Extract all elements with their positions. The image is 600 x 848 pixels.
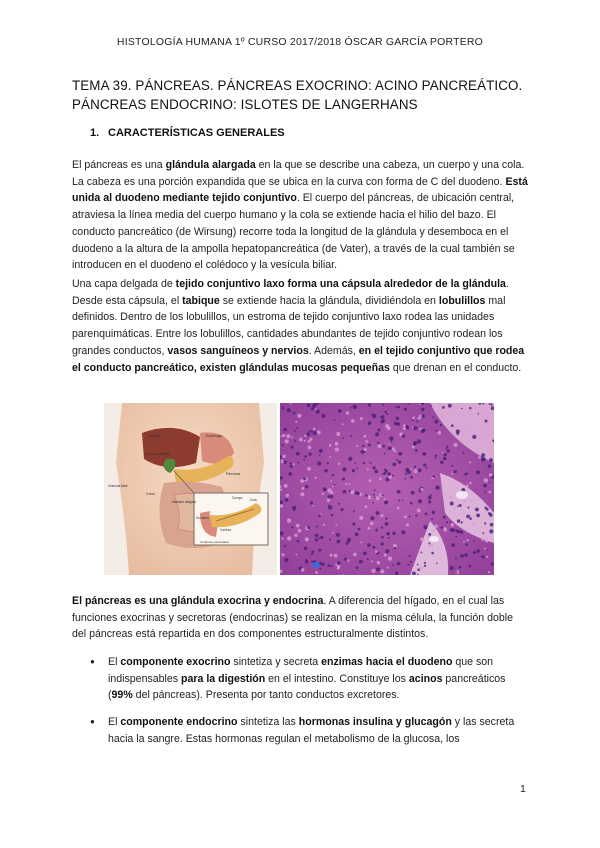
section-heading (90, 127, 285, 139)
label-vesicula: Vesícula biliar (108, 484, 128, 488)
section-title: CARACTERÍSTICAS GENERALES (108, 127, 285, 139)
label-higado: Hígado (148, 434, 160, 438)
label-cabeza: Cabeza (220, 528, 231, 532)
bullet-list-1 (90, 654, 530, 704)
pancreas-histology-micrograph (280, 403, 494, 575)
pancreas-anatomy-illustration (104, 403, 277, 575)
label-colon: Colon (146, 492, 155, 496)
bullet-exocrine: ● El componente exocrino sintetiza y secreta enzimas hacia el duodeno que son indispensables para la digestión en el intestino. Constituye los acinos pancreáticos (99% del páncreas). Presenta por tanto conductos excretores. (90, 654, 530, 704)
paragraph-1: El páncreas es una glándula alargada en la que se describe una cabeza, un cuerpo y una cola. La cabeza es una porción expandida que se ubica en la curva con forma de C del duodeno. Está unida al duodeno mediante tejido conjuntivo. El cuerpo del páncreas, de ubicación central, atraviesa la línea media del cuerpo humano y la cola se extiende hacia el hilio del bazo. El conducto pancreático (de Wirsung) recorre toda la longitud de la glándula y desemboca en el duodeno a la altura de la ampolla hepatopancreática (de Vater), a través de la cual también se introducen en el duodeno el colédoco y la vesícula biliar. (72, 159, 528, 272)
title-line-2: PÁNCREAS ENDOCRINO: ISLOTES DE LANGERHANS (72, 97, 418, 112)
label-duodeno: Duodeno (196, 516, 209, 520)
page-header: HISTOLOGÍA HUMANA 1º CURSO 2017/2018 ÓSCAR GARCÍA PORTERO (116, 36, 484, 48)
page-number: 1 (520, 783, 526, 795)
title-line-1: TEMA 39. PÁNCREAS. PÁNCREAS EXOCRINO: ACINO PANCREÁTICO. (72, 78, 523, 93)
paragraph-3: El páncreas es una glándula exocrina y endocrina. A diferencia del hígado, en el cual las funciones exocrinas y secretoras (endocrinas) se realizan en la misma célula, la función doble del páncreas está repartida en dos componentes estructuralmente distintos. (72, 595, 514, 641)
paragraph-2: Una capa delgada de tejido conjuntivo laxo forma una cápsula alrededor de la glándula. Desde esta cápsula, el tabique se extiende hacia la glándula, dividiéndola en lobulillos mal definidos. Dentro de los lobulillos, un estroma de tejido conjuntivo laxo rodea las unidades parenquimáticas. Entre los lobulillos, cantidades abundantes de tejido conjuntivo rodean los grandes conductos, vasos sanguíneos y nervios. Además, en el tejido conjuntivo que rodea el conducto pancreático, existen glándulas mucosas pequeñas que drenan en el conducto. (72, 278, 525, 374)
label-conductos: Conductos biliares (144, 452, 171, 456)
label-conducto-pancreatico: Conducto pancreático (200, 540, 230, 544)
bullet-endocrine: ● El componente endocrino sintetiza las hormonas insulina y glucagón y las secreta hacia la sangre. Estas hormonas regulan el metabolismo de la glucosa, los (90, 714, 530, 747)
label-pancreas: Páncreas (226, 472, 241, 476)
figures (104, 403, 494, 575)
bullet-list-2 (90, 714, 530, 747)
label-cola: Cola (250, 498, 257, 502)
section-number: 1. (90, 127, 100, 139)
label-cuerpo: Cuerpo (232, 496, 243, 500)
page-title (72, 76, 542, 114)
label-estomago: Estómago (206, 434, 223, 438)
label-intestino: Intestino delgado (172, 500, 197, 504)
